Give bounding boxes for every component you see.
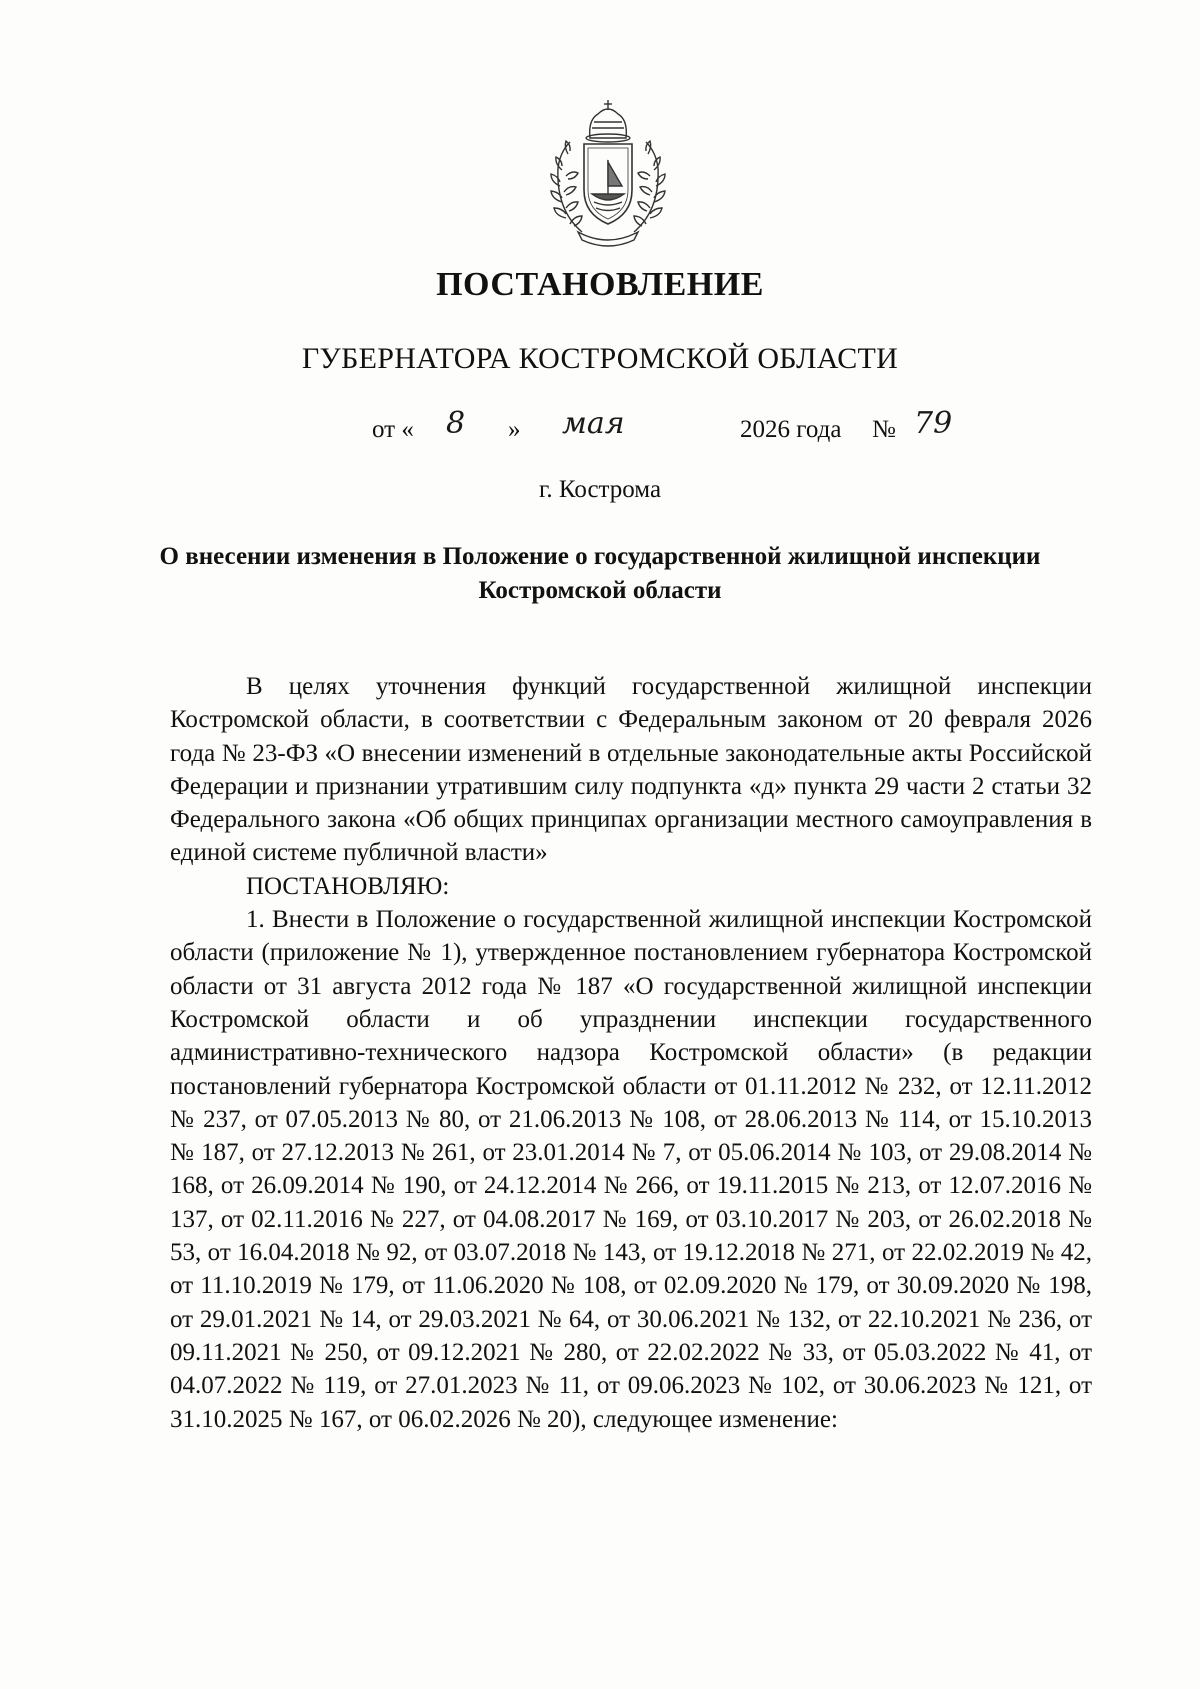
document-issuer: ГУБЕРНАТОРА КОСТРОМСКОЙ ОБЛАСТИ <box>301 342 899 375</box>
date-year: 2026 года <box>740 416 842 443</box>
document-title: ПОСТАНОВЛЕНИЕ <box>436 266 764 303</box>
date-prefix: от « <box>372 416 414 443</box>
date-number-line <box>0 406 1200 456</box>
decree-word: ПОСТАНОВЛЯЮ: <box>246 872 450 900</box>
date-quote-close: » <box>508 416 521 443</box>
number-sign: № <box>872 416 896 443</box>
city: г. Кострома <box>538 476 662 503</box>
preamble-paragraph: В целях уточнения функций государственной жилищной инспекции Костромской области, в соответствии с Федеральным законом от 20 февраля 2026 года № 23-ФЗ «О внесении изменений в отдельные законодательные акты Российской Федерации и признании утратившим силу подпункта «д» пункта 29 части 2 статьи 32 Федерального закона «Об общих принципах организации местного самоуправления в единой системе публичной власти» <box>170 673 1092 867</box>
coat-of-arms-emblem <box>538 98 678 250</box>
document-number: 79 <box>914 406 953 441</box>
date-month: мая <box>562 406 625 441</box>
date-day: 8 <box>446 406 466 441</box>
document-heading: О внесении изменения в Положение о государственной жилищной инспекции Костромской области <box>159 543 1041 604</box>
clause-1-paragraph: 1. Внести в Положение о государственной жилищной инспекции Костромской области (приложение № 1), утвержденное постановлением губернатора Костромской области от 31 августа 2012 года № 187 «О государственной жилищной инспекции Костромской области и об упразднении инспекции государственного административно-технического надзора Костромской области» (в редакции постановлений губернатора Костромской области от 01.11.2012 № 232, от 12.11.2012 № 237, от 07.05.2013 № 80, от 21.06.2013 № 108, от 28.06.2013 № 114, от 15.10.2013 № 187, от 27.12.2013 № 261, от 23.01.2014 № 7, от 05.06.2014 № 103, от 29.08.2014 № 168, от 26.09.2014 № 190, от 24.12.2014 № 266, от 19.11.2015 № 213, от 12.07.2016 № 137, от 02.11.2016 № 227, от 04.08.2017 № 169, от 03.10.2017 № 203, от 26.02.2018 № 53, от 16.04.2018 № 92, от 03.07.2018 № 143, от 19.12.2018 № 271, от 22.02.2019 № 42, от 11.10.2019 № 179, от 11.06.2020 № 108, от 02.09.2020 № 179, от 30.09.2020 № 198, от 29.01.2021 № 14, от 29.03.2021 № 64, от 30.06.2021 № 132, от 22.10.2021 № 236, от 09.11.2021 № 250, от 09.12.2021 № 280, от 22.02.2022 № 33, от 05.03.2022 № 41, от 04.07.2022 № 119, от 27.01.2023 № 11, от 09.06.2023 № 102, от 30.06.2023 № 121, от 31.10.2025 № 167, от 06.02.2026 № 20), следующее изменение: <box>170 906 1092 1433</box>
document-body <box>170 670 1092 1436</box>
